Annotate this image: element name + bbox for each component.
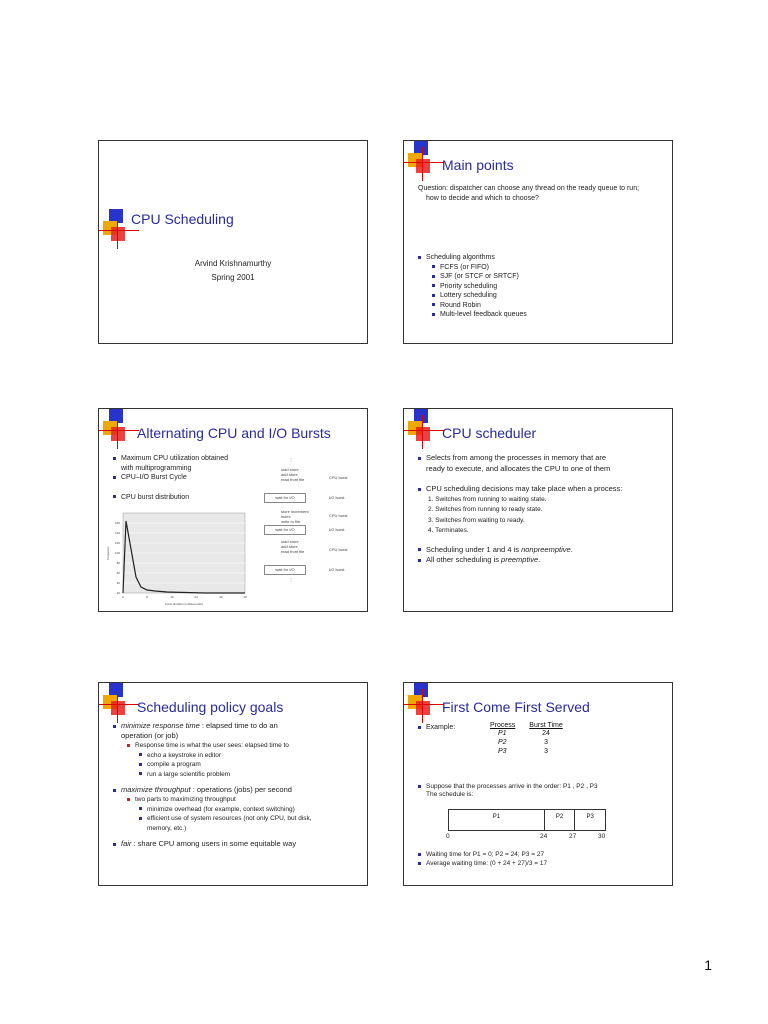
list-item-text-cont: memory, etc.) <box>147 824 187 832</box>
table-row <box>490 738 563 747</box>
bullet-list <box>418 453 668 566</box>
gantt-tick: 24 <box>540 833 548 840</box>
gantt-chart <box>448 809 606 831</box>
x-tick: 8 <box>146 595 148 599</box>
question-line-2: how to decide and which to choose? <box>426 194 539 202</box>
sub-list <box>113 795 363 833</box>
list-item-text-cont: with multiprogramming <box>121 464 192 472</box>
slide-title: CPU scheduler <box>442 425 537 441</box>
list-item-text: Multi-level feedback queues <box>440 311 527 318</box>
table-row <box>490 747 563 756</box>
example-label <box>418 723 455 733</box>
list-item-text: minimize overhead (for example, context switching) <box>147 805 295 813</box>
slide-cpu-scheduling <box>98 140 368 344</box>
title-decoration <box>404 409 444 449</box>
list-item <box>432 310 658 320</box>
x-tick: 40 <box>243 595 247 599</box>
list-item <box>113 493 263 503</box>
gantt-block-p3: P3 <box>586 814 594 820</box>
y-tick: 40 <box>116 581 120 585</box>
list-item <box>113 839 363 849</box>
step-item: 4. Terminates. <box>428 527 469 534</box>
list-item-text: Scheduling under 1 and 4 is <box>426 544 522 554</box>
list-item-text: compile a program <box>147 761 201 768</box>
bullet-list <box>113 454 263 502</box>
list-item-text: : share CPU among users in some equitable way <box>131 839 297 848</box>
slide-title: Alternating CPU and I/O Bursts <box>137 425 331 441</box>
list-item-text-cont: ready to execute, and allocates the CPU to one of them <box>426 463 611 473</box>
list-item-text: Maximum CPU utilization obtained <box>121 455 228 462</box>
y-axis-label: frequency <box>106 546 110 560</box>
list-item-text: two parts to maximizing throughput <box>135 796 236 803</box>
code-line: add store <box>281 472 298 477</box>
list-item <box>113 721 363 731</box>
slide-title: First Come First Served <box>442 699 590 715</box>
list-item <box>432 263 658 273</box>
code-line: index <box>281 514 291 519</box>
sub-list <box>418 263 658 320</box>
y-tick: 160 <box>114 521 120 525</box>
burst-label: I/O burst <box>329 527 345 532</box>
bullet-list <box>418 253 658 320</box>
list-item <box>139 751 363 761</box>
list-item <box>418 484 668 495</box>
title-decoration <box>404 141 444 181</box>
slide-fcfs <box>403 682 673 886</box>
code-line: write to file <box>281 519 301 524</box>
list-item <box>113 785 363 795</box>
step-item: 2. Switches from running to ready state. <box>428 506 543 513</box>
sub-sub-list <box>127 805 363 834</box>
slide-cpu-scheduler <box>403 408 673 612</box>
gantt-tick: 0 <box>446 833 450 840</box>
burst-label: CPU burst <box>329 475 348 480</box>
x-tick: 0 <box>122 595 124 599</box>
code-box: wait for I/O <box>264 565 306 575</box>
process-table <box>490 722 563 756</box>
italic-term: nonpreemptive <box>521 544 571 554</box>
code-line: add store <box>281 544 298 549</box>
list-item-text: Priority scheduling <box>440 282 498 290</box>
burst-label: CPU burst <box>329 513 348 518</box>
gantt-tick: 27 <box>569 833 577 840</box>
code-box: wait for I/O <box>264 493 306 503</box>
code-line: read from file <box>281 549 305 554</box>
table-cell: 3 <box>544 739 548 746</box>
table-cell: 24 <box>542 730 550 737</box>
waiting-times <box>418 850 668 868</box>
table-cell: P2 <box>498 739 507 746</box>
code-box: wait for I/O <box>264 525 306 535</box>
gantt-tick: 30 <box>598 833 606 840</box>
slide-title: Main points <box>442 157 514 173</box>
list-item-text: CPU scheduling decisions may take place when a process: <box>426 484 623 493</box>
list-item <box>127 741 363 751</box>
list-item <box>432 301 658 311</box>
schedule-line: The schedule is: <box>426 791 474 798</box>
list-item <box>139 805 363 815</box>
title-decoration <box>99 409 139 449</box>
title-decoration <box>404 683 444 723</box>
suppose-text <box>418 783 668 799</box>
date: Spring 2001 <box>211 273 255 282</box>
list-item-text: : operations (jobs) per second <box>190 785 292 794</box>
list-item: Scheduling under 1 and 4 is nonpreemptive. <box>418 545 668 556</box>
example-text: Example: <box>426 724 456 731</box>
list-item-text-cont: operation (or job) <box>121 731 179 740</box>
title-decoration <box>99 683 139 723</box>
italic-term: maximize throughput <box>121 785 191 794</box>
list-item-text: run a large scientific problem <box>147 770 231 778</box>
list-item <box>432 282 658 292</box>
list-item-text: FCFS (or FIFO) <box>440 263 489 271</box>
sub-list <box>113 741 363 779</box>
code-line: read from file <box>281 477 305 482</box>
y-tick: 120 <box>114 541 120 545</box>
x-tick: 16 <box>170 595 174 599</box>
gantt-block-p1: P1 <box>449 810 545 830</box>
italic-term: fair <box>121 839 132 848</box>
list-item <box>127 795 363 805</box>
burst-cycle-diagram: ⋮ load store add store read from file wait for I/O store increment index write to file wait for I/O load store add store read from file wait for I/O ⋮ CPU burst I/O burst CPU burst I/O burst CPU burst I/O burst <box>277 457 365 607</box>
gantt-block-p2: P2 <box>545 810 576 830</box>
slide-title: CPU Scheduling <box>131 211 234 227</box>
average-line: Average waiting time: (0 + 24 + 27)/3 = 17 <box>426 860 548 867</box>
x-tick: 32 <box>219 595 223 599</box>
italic-term: preemptive <box>501 555 539 564</box>
step-item: 3. Switches from waiting to ready. <box>428 516 525 524</box>
slide-policy-goals <box>98 682 368 886</box>
x-axis-label: burst duration (milliseconds) <box>165 602 203 606</box>
italic-term: minimize response time <box>121 721 200 730</box>
waiting-line: Waiting time for P1 = 0; P2 = 24; P3 = 27 <box>426 851 545 858</box>
list-item <box>113 454 263 464</box>
burst-label: CPU burst <box>329 547 348 552</box>
goal-list <box>113 721 363 849</box>
list-item-text: CPU burst distribution <box>121 493 190 501</box>
slide-alternating-bursts <box>98 408 368 612</box>
list-item <box>139 770 363 780</box>
code-line: store increment <box>281 509 309 514</box>
step-item: 1. Switches from running to waiting state. <box>428 495 547 503</box>
slide-main-points <box>403 140 673 344</box>
code-line: load store <box>281 467 299 472</box>
slide-title: Scheduling policy goals <box>137 699 284 715</box>
table-cell: 3 <box>544 748 548 755</box>
burst-label: I/O burst <box>329 567 345 572</box>
x-tick: 24 <box>194 595 198 599</box>
list-item <box>139 760 363 770</box>
table-cell: P3 <box>498 748 507 755</box>
burst-label: I/O burst <box>329 495 345 500</box>
page-number: 1 <box>704 957 712 973</box>
list-item <box>139 814 363 824</box>
list-item-text: SJF (or STCF or SRTCF) <box>440 273 519 280</box>
y-tick: 140 <box>114 531 120 535</box>
cpu-burst-histogram <box>105 509 255 609</box>
list-item-text: Selects from among the processes in memory that are <box>426 453 607 462</box>
list-item <box>432 272 658 282</box>
list-item-text: Round Robin <box>440 301 481 309</box>
table-cell: P1 <box>498 730 507 737</box>
suppose-line: Suppose that the processes arrive in the order: P1 , P2 , P3 <box>426 783 598 790</box>
list-item <box>432 291 658 301</box>
question <box>418 184 668 203</box>
list-item-text: Lottery scheduling <box>440 292 497 299</box>
list-item-text: Response time is what the user sees: elapsed time to <box>135 742 289 749</box>
col-header-process: Process <box>490 722 516 729</box>
list-item-text: : elapsed time to do an <box>199 721 278 730</box>
steps <box>418 495 668 537</box>
list-item-text: CPU–I/O Burst Cycle <box>121 474 187 481</box>
list-item-text: efficient use of system resources (not only CPU, but disk, <box>147 815 312 822</box>
col-header-burst: Burst Time <box>529 722 563 729</box>
y-tick: 100 <box>114 551 120 555</box>
y-tick: 20 <box>116 591 120 595</box>
y-tick: 60 <box>116 571 120 575</box>
list-item <box>418 253 658 263</box>
list-item-text: All other scheduling is <box>426 555 502 564</box>
table-row <box>490 729 563 738</box>
list-item-text: echo a keystroke in editor <box>147 751 222 759</box>
list-item: All other scheduling is preemptive. <box>418 555 668 566</box>
list-item-text: Scheduling algorithms <box>426 254 495 261</box>
list-item <box>113 473 263 483</box>
list-item <box>418 453 668 464</box>
code-line: load store <box>281 539 299 544</box>
question-line-1: Question: dispatcher can choose any thread on the ready queue to run; <box>418 185 640 192</box>
author: Arvind Krishnamurthy <box>194 259 272 268</box>
y-tick: 80 <box>116 561 120 565</box>
sub-sub-list <box>127 751 363 780</box>
